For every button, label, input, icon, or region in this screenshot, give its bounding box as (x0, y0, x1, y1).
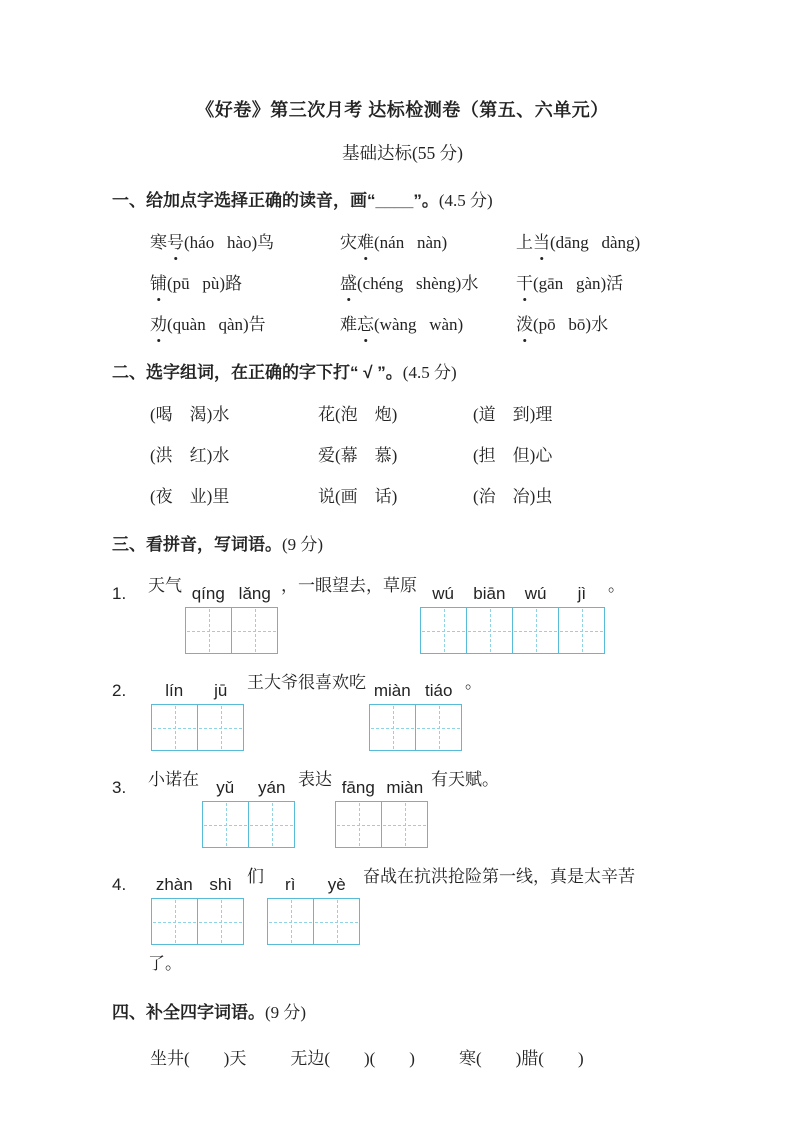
pinyin-syllable: wú (432, 584, 454, 603)
dotted-char: 忘 (357, 313, 374, 337)
writing-boxes (369, 704, 462, 751)
writing-grid (202, 777, 295, 848)
writing-box (186, 608, 231, 653)
s1-item (150, 272, 340, 296)
writing-box (415, 705, 461, 750)
s1-item (516, 313, 693, 337)
s4-item: 坐井( )天 (150, 1049, 247, 1068)
writing-grid (151, 680, 244, 751)
sentence-text: 。 (608, 576, 625, 595)
pinyin-options: (dāng dàng) (550, 233, 641, 252)
pinyin-syllable: wú (524, 584, 547, 603)
phrase-post: 水 (461, 274, 479, 293)
pinyin-syllable: yè (327, 875, 346, 894)
writing-box (370, 705, 415, 750)
pinyin-syllable: lín (165, 681, 184, 700)
pinyin-syllable: tiáo (425, 681, 453, 700)
item-number: 4. (112, 875, 127, 894)
s1-item (150, 231, 340, 255)
phrase-pre: 灾 (340, 233, 357, 252)
section2-heading-text: 二、选字组词，在正确的字下打“ √ ”。 (112, 363, 403, 382)
s2-item: (治 冶)虫 (473, 487, 553, 506)
pinyin-syllable: fāng (341, 778, 375, 797)
s2-item: (道 到)理 (473, 405, 553, 424)
section4-heading-text: 四、补全四字词语。 (112, 1003, 265, 1022)
s1-item (340, 231, 516, 255)
pinyin-options: (nán nàn) (374, 233, 448, 252)
pinyin-syllable: jì (577, 584, 587, 603)
writing-box (421, 608, 466, 653)
sentence-text: 奋战在抗洪抢险第一线，真是太辛苦 (363, 867, 635, 886)
pinyin-syllable: rì (285, 875, 296, 894)
writing-box (512, 608, 558, 653)
writing-boxes (151, 898, 244, 945)
pinyin-labels (151, 874, 244, 896)
phrase-pre: 寒 (150, 233, 167, 252)
section4-row (112, 1047, 693, 1071)
pinyin-writing-item-4 (112, 864, 693, 977)
section3-heading (112, 533, 693, 557)
pinyin-writing-item-1 (112, 573, 693, 654)
writing-box (197, 899, 243, 944)
dotted-char: 铺 (150, 272, 167, 296)
section3-score: (9 分) (282, 535, 324, 554)
s1-item (516, 231, 693, 255)
writing-box (268, 899, 313, 944)
writing-grid (185, 583, 278, 654)
writing-grid (335, 777, 428, 848)
phrase-post: 活 (606, 274, 624, 293)
writing-box (313, 899, 359, 944)
s2-item: 说(画 话) (318, 487, 398, 506)
writing-boxes (151, 704, 244, 751)
phrase-post: 路 (225, 274, 243, 293)
pinyin-labels (267, 874, 360, 896)
dotted-char: 盛 (340, 272, 357, 296)
item-number: 2. (112, 681, 127, 700)
dotted-char: 劝 (150, 313, 167, 337)
pinyin-options: (háo hào) (184, 233, 258, 252)
dotted-char: 泼 (516, 313, 533, 337)
pinyin-labels (151, 680, 244, 702)
s4-item: 无边( )( ) (290, 1049, 415, 1068)
writing-box (203, 802, 248, 847)
s2-item: (洪 红)水 (150, 446, 230, 465)
dotted-char: 号 (167, 231, 184, 255)
page-subtitle: 基础达标(55 分) (341, 143, 464, 163)
phrase-pre: 上 (516, 233, 533, 252)
pinyin-options: (wàng wàn) (374, 315, 464, 334)
writing-box (381, 802, 427, 847)
writing-grid (151, 874, 244, 945)
pinyin-labels (369, 680, 462, 702)
s1-item (516, 272, 693, 296)
pinyin-writing-item-2 (112, 670, 693, 751)
section4-score: (9 分) (265, 1003, 307, 1022)
phrase-post: 水 (591, 315, 609, 334)
writing-grid (420, 583, 605, 654)
phrase-post: 告 (248, 315, 266, 334)
pinyin-syllable: miàn (373, 681, 411, 700)
s2-item: (担 但)心 (473, 446, 553, 465)
s2-item: 花(泡 炮) (318, 405, 398, 424)
writing-box (336, 802, 381, 847)
phrase-post: 鸟 (257, 233, 275, 252)
section1-heading (112, 189, 693, 213)
sentence-text: 表达 (298, 770, 332, 789)
s1-item (150, 313, 340, 337)
s1-item (340, 313, 516, 337)
pinyin-options: (chéng shèng) (357, 274, 462, 293)
pinyin-syllable: shì (209, 875, 233, 894)
pinyin-labels (185, 583, 278, 605)
section4-heading (112, 1001, 693, 1025)
pinyin-syllable: biān (473, 584, 506, 603)
sentence-text: 们 (247, 867, 264, 886)
sentence-text: 小诺在 (148, 770, 199, 789)
s2-item: 爱(幕 慕) (318, 446, 398, 465)
dotted-char: 当 (533, 231, 550, 255)
writing-box (152, 899, 197, 944)
pinyin-writing-item-3 (112, 767, 693, 848)
writing-box (152, 705, 197, 750)
pinyin-syllable: zhàn (155, 875, 193, 894)
writing-boxes (267, 898, 360, 945)
pinyin-syllable: miàn (386, 778, 424, 797)
pinyin-syllable: jū (214, 681, 228, 700)
page-title: 《好卷》第三次月考 达标检测卷（第五、六单元） (196, 100, 609, 120)
dotted-char: 难 (357, 231, 374, 255)
section3-heading-text: 三、看拼音，写词语。 (112, 535, 282, 554)
pinyin-labels (202, 777, 295, 799)
phrase-pre: 难 (340, 315, 357, 334)
writing-grid (267, 874, 360, 945)
s2-item: (夜 业)里 (150, 487, 230, 506)
section1-heading-text: 一、给加点字选择正确的读音，画“____”。 (112, 191, 439, 210)
pinyin-labels (335, 777, 428, 799)
dotted-char: 干 (516, 272, 533, 296)
writing-boxes (185, 607, 278, 654)
writing-boxes (420, 607, 605, 654)
s1-item (340, 272, 516, 296)
sentence-text: ，一眼望去，草原 (281, 576, 417, 595)
section2-grid (112, 403, 693, 509)
sentence-text: 天气 (148, 576, 182, 595)
sentence-continuation: 了。 (148, 954, 182, 973)
pinyin-options: (gān gàn) (533, 274, 607, 293)
section1-score: (4.5 分) (438, 191, 493, 210)
writing-grid (369, 680, 462, 751)
writing-box (466, 608, 512, 653)
pinyin-syllable: lǎng (238, 584, 271, 603)
pinyin-options: (pū pù) (167, 274, 226, 293)
writing-boxes (335, 801, 428, 848)
pinyin-options: (pō bō) (533, 315, 592, 334)
writing-box (558, 608, 604, 653)
writing-box (231, 608, 277, 653)
sentence-text: 王大爷很喜欢吃 (247, 673, 366, 692)
section2-score: (4.5 分) (402, 363, 457, 382)
pinyin-syllable: yǔ (216, 778, 235, 797)
writing-boxes (202, 801, 295, 848)
sentence-text: 。 (465, 673, 482, 692)
pinyin-syllable: yán (258, 778, 286, 797)
item-number: 3. (112, 778, 127, 797)
writing-box (197, 705, 243, 750)
section1-grid (112, 231, 693, 337)
s2-item: (喝 渴)水 (150, 405, 230, 424)
writing-box (248, 802, 294, 847)
section2-heading (112, 361, 693, 385)
sentence-text: 有天赋。 (431, 770, 499, 789)
pinyin-labels (420, 583, 605, 605)
pinyin-options: (quàn qàn) (167, 315, 249, 334)
s4-item: 寒( )腊( ) (458, 1049, 584, 1068)
item-number: 1. (112, 584, 127, 603)
pinyin-syllable: qíng (191, 584, 225, 603)
